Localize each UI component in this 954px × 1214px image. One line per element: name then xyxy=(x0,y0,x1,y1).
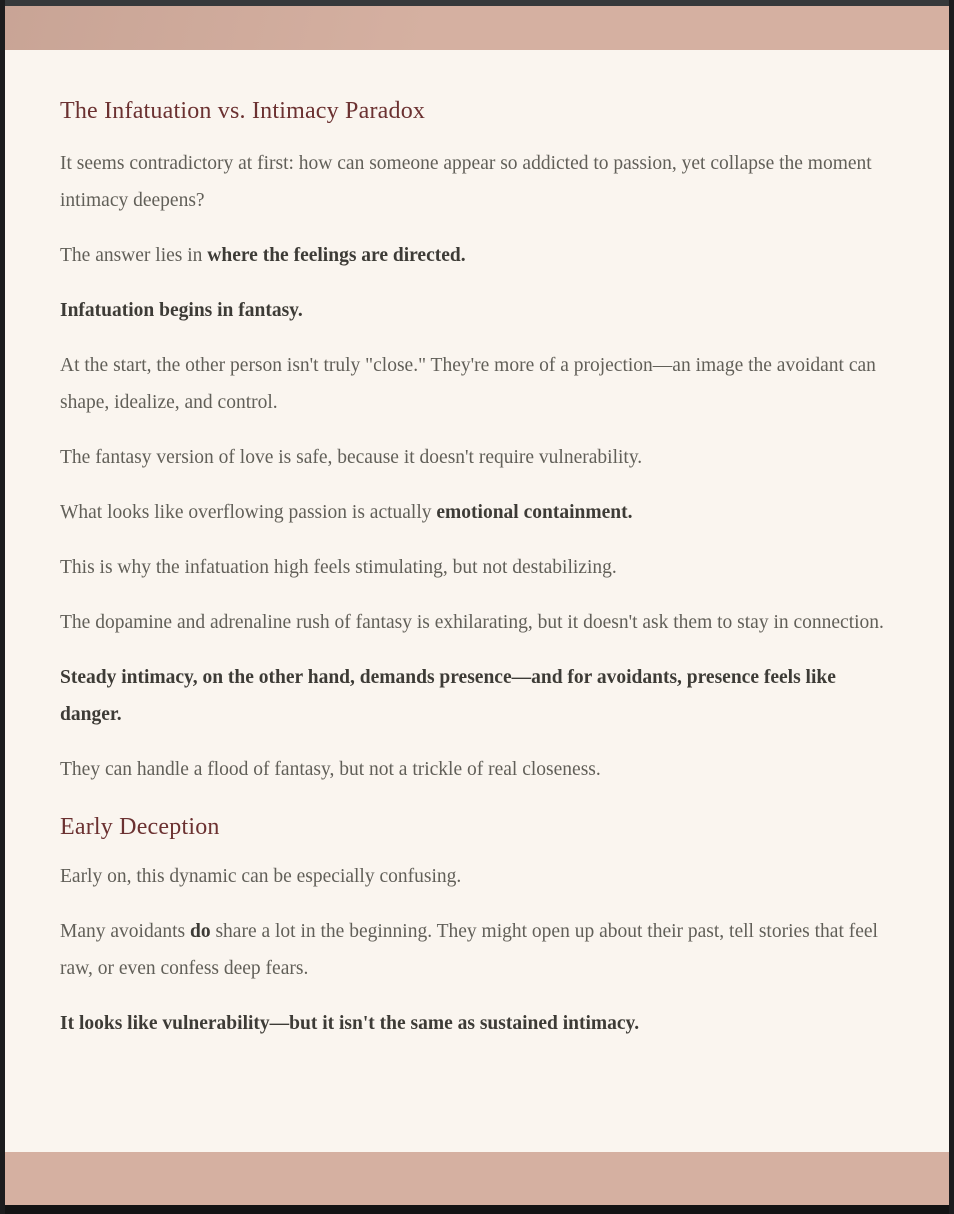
paragraph xyxy=(60,494,891,531)
paragraph xyxy=(60,659,891,733)
body-text: At the start, the other person isn't truly "close." They're more of a projection—an image the avoidant can shape, idealize, and control. xyxy=(60,355,876,413)
section-heading xyxy=(60,810,891,844)
article-page xyxy=(5,50,949,1152)
paragraph xyxy=(60,913,891,987)
body-text: What looks like overflowing passion is actually xyxy=(60,502,437,523)
body-text: The answer lies in xyxy=(60,245,208,266)
paragraph xyxy=(60,1005,891,1042)
body-text: share a lot in the beginning. They might open up about their past, tell stories that feel raw, or even confess deep fears. xyxy=(60,921,878,979)
paragraph xyxy=(60,347,891,421)
paragraph xyxy=(60,858,891,895)
bold-text: It looks like vulnerability—but it isn't the same as sustained intimacy. xyxy=(60,1013,640,1034)
body-text: It seems contradictory at first: how can someone appear so addicted to passion, yet collapse the moment intimacy deepens? xyxy=(60,153,872,211)
body-text: Early Deception xyxy=(60,814,220,840)
body-text: The fantasy version of love is safe, because it doesn't require vulnerability. xyxy=(60,447,643,468)
bold-text: Steady intimacy, on the other hand, demands presence—and for avoidants, presence feels like danger. xyxy=(60,667,836,725)
bold-text: do xyxy=(189,921,211,942)
paragraph xyxy=(60,145,891,219)
body-text: They can handle a flood of fantasy, but not a trickle of real closeness. xyxy=(60,759,601,780)
paragraph xyxy=(60,604,891,641)
window-bottom-edge xyxy=(5,1205,949,1214)
paragraph xyxy=(60,237,891,274)
body-text: The dopamine and adrenaline rush of fantasy is exhilarating, but it doesn't ask them to stay in connection. xyxy=(60,612,884,633)
bold-text: Infatuation begins in fantasy. xyxy=(60,300,303,321)
paragraph xyxy=(60,549,891,586)
bold-text: where the feelings are directed. xyxy=(207,245,466,266)
footer-band xyxy=(5,1152,949,1205)
header-band xyxy=(5,6,949,50)
paragraph xyxy=(60,292,891,329)
article-body xyxy=(60,94,891,1042)
body-text: This is why the infatuation high feels stimulating, but not destabilizing. xyxy=(60,557,617,578)
body-text: Many avoidants xyxy=(60,921,190,942)
paragraph xyxy=(60,439,891,476)
bold-text: emotional containment. xyxy=(436,502,633,523)
paragraph xyxy=(60,751,891,788)
article-title xyxy=(60,94,891,128)
body-text: Early on, this dynamic can be especially confusing. xyxy=(60,866,462,887)
body-text: The Infatuation vs. Intimacy Paradox xyxy=(60,98,426,124)
